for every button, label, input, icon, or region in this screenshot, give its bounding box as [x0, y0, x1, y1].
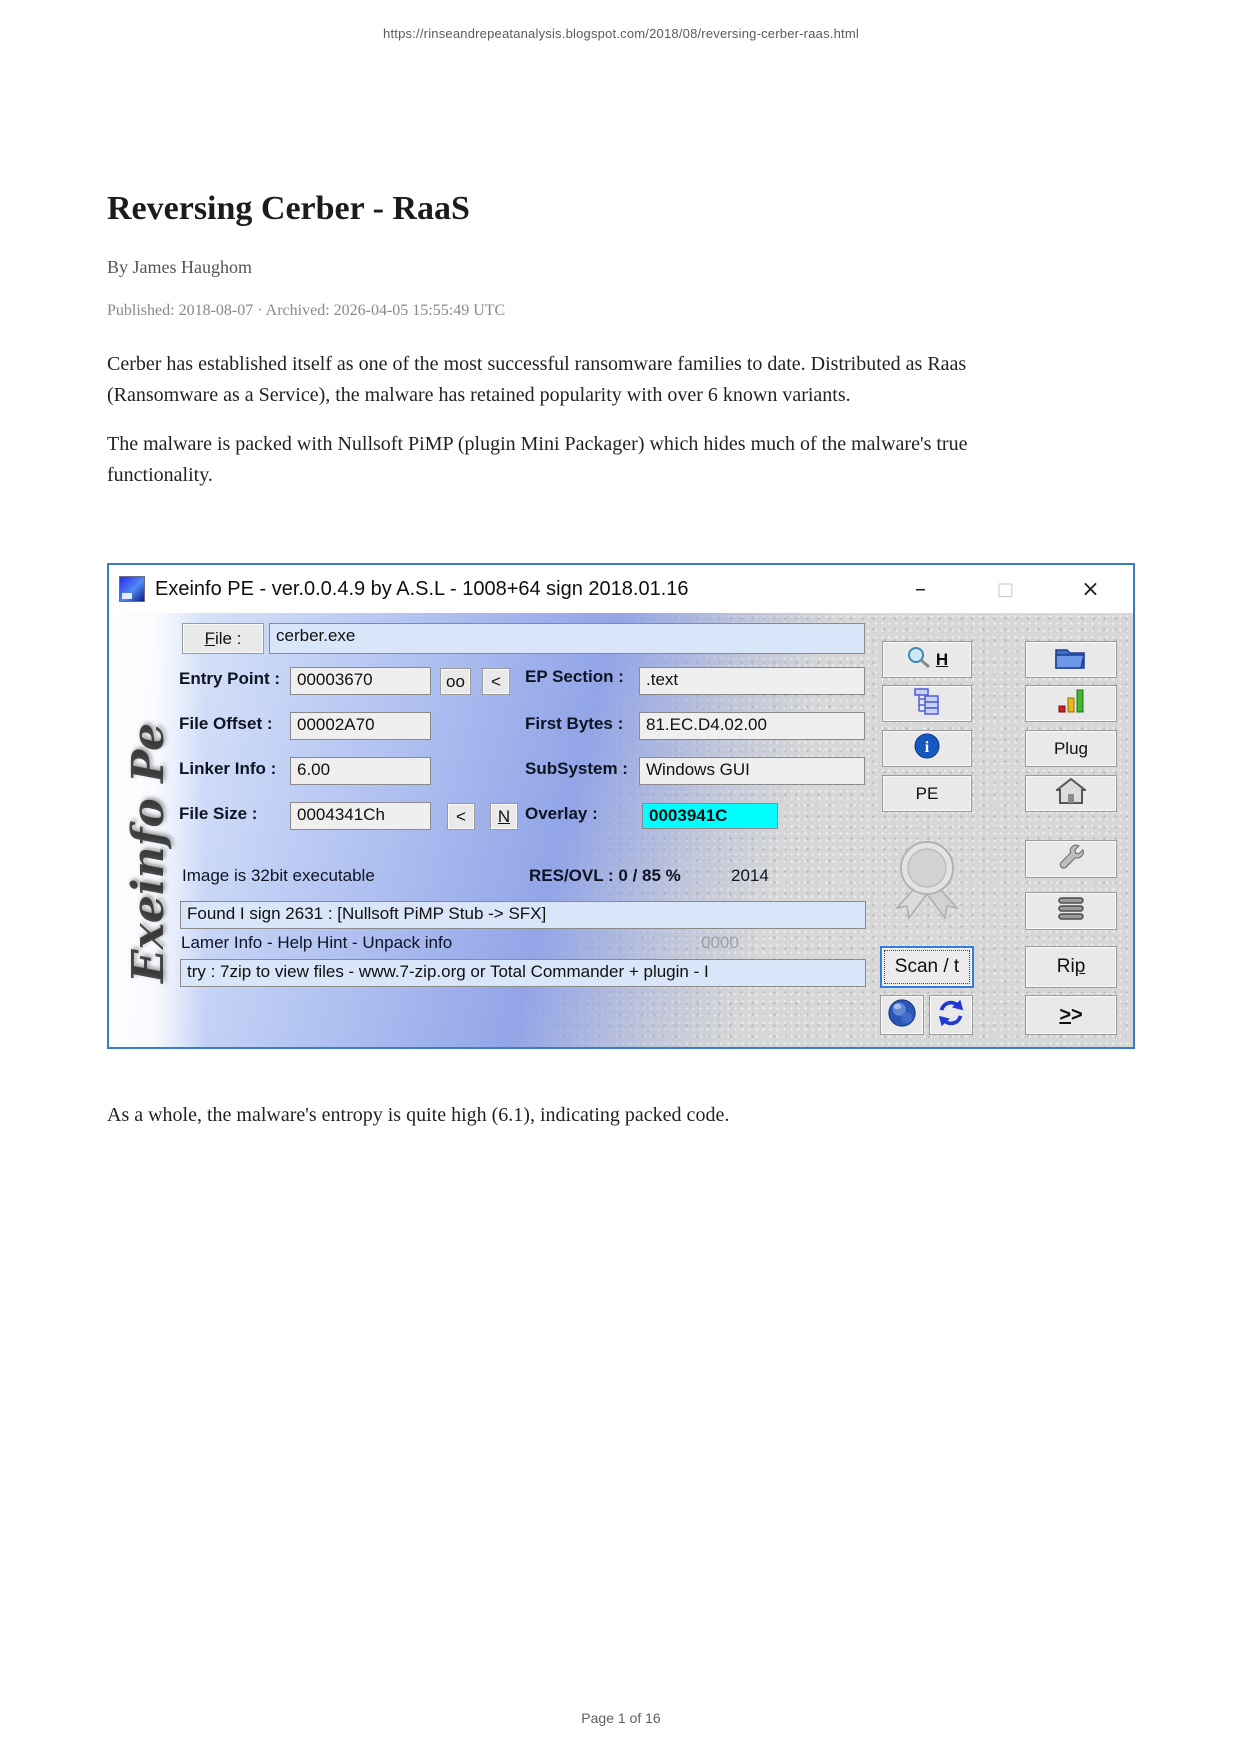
- overlay-field[interactable]: 0003941C: [642, 803, 778, 829]
- file-size-back-button[interactable]: <: [447, 803, 475, 830]
- linker-info-field[interactable]: 6.00: [290, 757, 431, 785]
- paragraph-entropy: As a whole, the malware's entropy is quite high (6.1), indicating packed code.: [107, 1104, 730, 1126]
- image-info-text: Image is 32bit executable: [182, 866, 375, 885]
- page-footer: Page 1 of 16: [581, 1710, 661, 1726]
- published-archived-meta: Published: 2018-08-07 · Archived: 2026-04-05 15:55:49 UTC: [107, 302, 506, 319]
- resource-tree-icon: [912, 687, 942, 720]
- file-size-field[interactable]: 0004341Ch: [290, 802, 431, 830]
- maximize-button[interactable]: □: [996, 578, 1014, 600]
- lamer-info-link[interactable]: Lamer Info - Help Hint - Unpack info: [181, 933, 453, 952]
- entropy-chart-button[interactable]: [1025, 685, 1117, 722]
- oo-button[interactable]: oo: [440, 668, 471, 695]
- file-offset-label: File Offset :: [179, 714, 273, 733]
- unpack-hint-field[interactable]: try : 7zip to view files - www.7-zip.org or Total Commander + plugin - I: [180, 959, 866, 987]
- sections-button[interactable]: [1025, 892, 1117, 930]
- pe-button[interactable]: PE: [882, 775, 972, 812]
- paragraph-intro: Cerber has established itself as one of the most successful ransomware families to date. Distributed as Raas (Ransomware as a Service), the malware has retained popularity with over 6 known variants.: [107, 353, 967, 406]
- paragraph-packer: The malware is packed with Nullsoft PiMP (plugin Mini Packager) which hides much of the malware's true functionality.: [107, 433, 968, 486]
- exeinfo-titlebar[interactable]: [109, 565, 1133, 613]
- magnifier-icon: [906, 645, 932, 674]
- more-button[interactable]: > >: [1025, 995, 1117, 1035]
- info-button[interactable]: [882, 730, 972, 767]
- options-button[interactable]: [1025, 840, 1117, 878]
- home-button[interactable]: [1025, 775, 1117, 812]
- first-bytes-label: First Bytes :: [525, 714, 624, 733]
- stack-icon: [1056, 896, 1086, 927]
- rip-button[interactable]: Ri p: [1025, 946, 1117, 988]
- info-icon: [914, 733, 940, 764]
- home-icon: [1056, 778, 1086, 809]
- minimize-button[interactable]: –: [915, 576, 926, 602]
- entropy-bar-chart-icon: [1056, 688, 1086, 719]
- exeinfo-client-area: [109, 613, 1133, 1047]
- subsystem-field[interactable]: Windows GUI: [639, 757, 865, 785]
- wrench-icon: [1056, 842, 1086, 877]
- web-button[interactable]: [880, 995, 924, 1035]
- file-button[interactable]: F ile :: [182, 623, 264, 654]
- subsystem-label: SubSystem :: [525, 759, 628, 778]
- exeinfo-script-watermark: Exeinfo Pe: [123, 723, 174, 983]
- file-offset-field[interactable]: 00002A70: [290, 712, 431, 740]
- award-ribbon-icon: [895, 838, 959, 929]
- close-button[interactable]: ×: [1081, 576, 1100, 602]
- overlay-label: Overlay :: [525, 804, 598, 823]
- plug-button[interactable]: Plu g: [1025, 730, 1117, 767]
- folder-open-icon: [1054, 644, 1088, 675]
- first-bytes-field[interactable]: 81.EC.D4.02.00: [639, 712, 865, 740]
- file-name-field[interactable]: cerber.exe: [269, 623, 865, 654]
- svg-text:i: i: [924, 739, 930, 756]
- page-title: Reversing Cerber - RaaS: [107, 190, 470, 227]
- refresh-icon: [936, 998, 966, 1033]
- entry-point-field[interactable]: 00003670: [290, 667, 431, 695]
- faint-0000-text: 0000: [701, 933, 739, 952]
- scan-button[interactable]: Scan / t: [880, 946, 974, 988]
- n-button[interactable]: N: [490, 803, 518, 830]
- signature-result-field[interactable]: Found I sign 2631 : [Nullsoft PiMP Stub -> SFX]: [180, 901, 866, 929]
- byline: By James Haughom: [107, 257, 252, 277]
- exeinfo-app-icon: [119, 576, 145, 602]
- ep-section-label: EP Section :: [525, 667, 624, 686]
- globe-icon: [887, 998, 917, 1033]
- linker-info-label: Linker Info :: [179, 759, 277, 778]
- res-ovl-text: RES/OVL : 0 / 85 %: [529, 866, 681, 885]
- entry-point-label: Entry Point :: [179, 669, 281, 688]
- rescan-button[interactable]: [929, 995, 973, 1035]
- hex-search-button[interactable]: [882, 641, 972, 678]
- ep-section-field[interactable]: .text: [639, 667, 865, 695]
- open-file-button[interactable]: [1025, 641, 1117, 678]
- file-size-label: File Size :: [179, 804, 258, 823]
- resource-tree-button[interactable]: [882, 685, 972, 722]
- page-url-header: https://rinseandrepeatanalysis.blogspot.com/2018/08/reversing-cerber-raas.html: [383, 26, 859, 41]
- entry-point-back-button[interactable]: <: [482, 668, 510, 695]
- exeinfo-window-title: Exeinfo PE - ver.0.0.4.9 by A.S.L - 1008+64 sign 2018.01.16: [155, 577, 689, 600]
- h-label: H: [935, 649, 949, 669]
- year-text: 2014: [731, 866, 769, 885]
- exeinfo-pe-window: [107, 563, 1135, 1049]
